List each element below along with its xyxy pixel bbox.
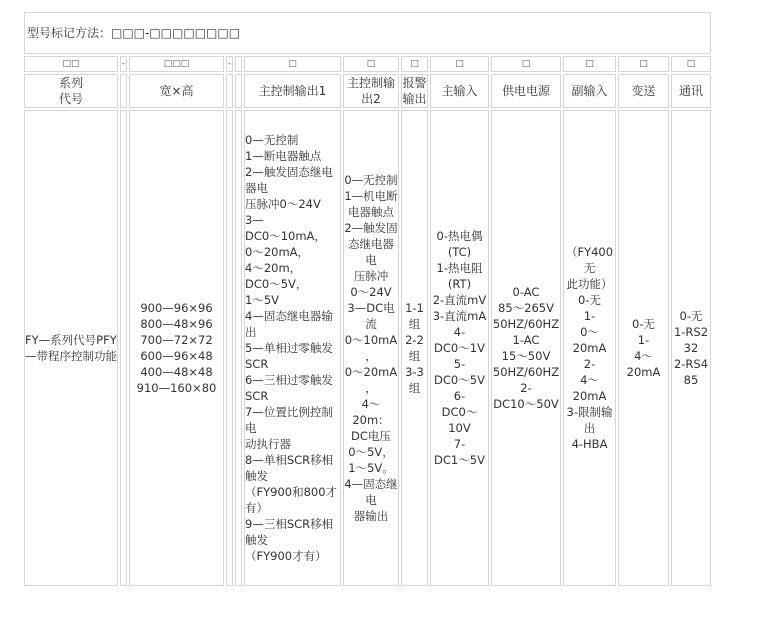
header-out1: 主控制输出1 bbox=[244, 74, 341, 108]
code-row bbox=[24, 56, 711, 72]
cell-out2: 0—无控制 1—机电断电器触点 2—触发固态继电器 电 压脉冲 0～24V 3—DC电 流 0～10mA ， 0～20mA ， 4～20m： DC电压 0～5V， 1～5V。 4—固态继 电 器输出 bbox=[343, 110, 399, 586]
cell-out1: 0—无控制 1—断电器触点 2—触发固态继电器电 压脉冲0～24V 3— DC0～10mA， 0～20mA， 4～20m， DC0～5V， 1～5V 4—固态继电器输出 5—单相过零触发SCR 6—三相过零触发SCR 7—位置比例控制电 动执行器 8—单相SCR移相触发 （FY900和800才有） 9—三相SCR移相触发 （FY900才有） bbox=[244, 110, 341, 586]
title-row bbox=[24, 12, 711, 54]
code-out2: □ bbox=[343, 56, 399, 72]
code-out1: □ bbox=[244, 56, 341, 72]
header-row bbox=[24, 74, 711, 108]
cell-size: 900—96×96 800—48×96 700—72×72 600—96×48 400—48×48 910—160×80 bbox=[129, 110, 224, 586]
header-alarm: 报警 输出 bbox=[402, 76, 427, 106]
code-input: □ bbox=[430, 56, 489, 72]
cell-trans: 0-无 1- 4～20mA bbox=[618, 110, 669, 586]
header-input: 主输入 bbox=[430, 74, 489, 108]
code-dash-1: - bbox=[120, 56, 127, 72]
code-comm: □ bbox=[671, 56, 711, 72]
cell-aux: （FY400 无 此功能） 0-无 1- 0～20mA 2- 4～20mA 3-限制输 出 4-HBA bbox=[563, 110, 616, 586]
header-power: 供电电源 bbox=[491, 74, 561, 108]
header-comm: 通讯 bbox=[671, 74, 711, 108]
header-aux: 副输入 bbox=[563, 74, 616, 108]
code-size: □□□ bbox=[129, 56, 224, 72]
model-spec-table bbox=[22, 10, 713, 588]
header-out2: 主控制输 出2 bbox=[343, 74, 399, 108]
cell-sep-1 bbox=[120, 110, 127, 586]
body-row bbox=[24, 110, 711, 586]
code-series: □□ bbox=[24, 56, 118, 72]
cell-series: FY—系列代号PFY—带程序控制功能 bbox=[24, 110, 118, 586]
header-sep-3 bbox=[235, 74, 242, 108]
cell-alarm: 1-1 组 2-2 组 3-3 组 bbox=[401, 110, 428, 586]
code-trans: □ bbox=[618, 56, 669, 72]
header-trans: 变送 bbox=[618, 74, 669, 108]
header-sep-2 bbox=[226, 74, 233, 108]
model-spec-table-wrapper bbox=[22, 10, 713, 588]
cell-comm: 0-无 1-RS2 32 2-RS4 85 bbox=[671, 110, 711, 586]
cell-power: 0-AC 85～265V 50HZ/60HZ 1-AC 15～50V 50HZ/60HZ 2- DC10～50V bbox=[491, 110, 561, 586]
cell-input: 0-热电偶 (TC) 1-热电阻 (RT) 2-直流mV 3-直流mA 4- DC0～1V 5- DC0～5V 6- DC0～10V 7- DC1～5V bbox=[430, 110, 489, 586]
code-power: □ bbox=[491, 56, 561, 72]
cell-sep-2 bbox=[226, 110, 233, 586]
header-series: 系列 代号 bbox=[24, 74, 118, 108]
model-title: 型号标记方法：□□□-□□□□□□□□ bbox=[24, 12, 711, 54]
code-alarm: □ bbox=[401, 56, 428, 72]
header-size: 宽×高 bbox=[129, 74, 224, 108]
code-dash-2: - bbox=[226, 56, 233, 72]
cell-sep-3 bbox=[235, 110, 242, 586]
code-aux: □ bbox=[563, 56, 616, 72]
code-blank bbox=[235, 56, 242, 72]
header-sep-1 bbox=[120, 74, 127, 108]
